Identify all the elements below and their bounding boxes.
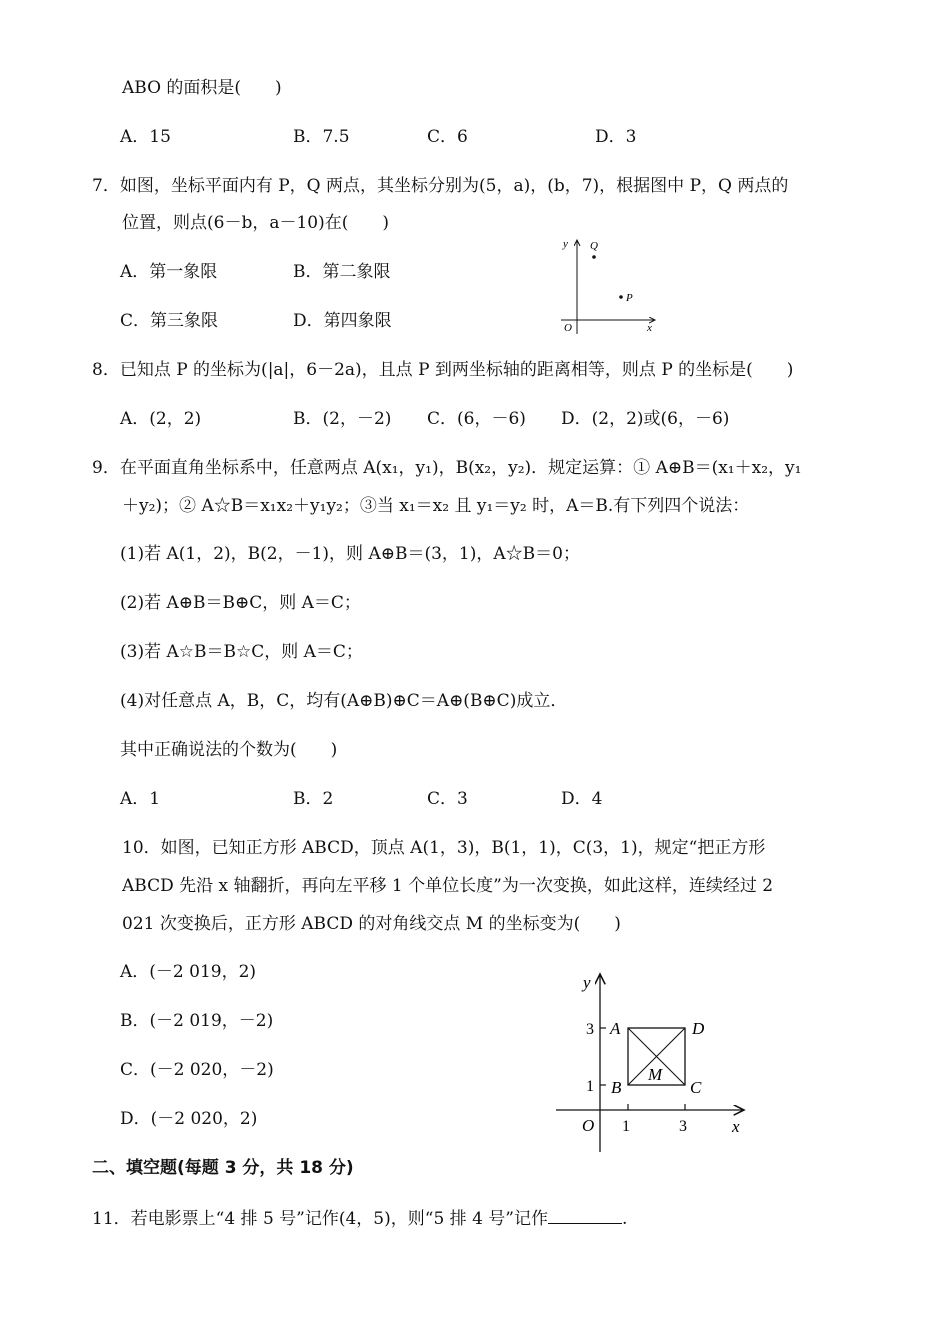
q10-line3: 021 次变换后，正方形 ABCD 的对角线交点 M 的坐标变为( )	[122, 914, 621, 934]
q7-y-label: y	[563, 238, 568, 250]
q10-label-d: D	[692, 1019, 705, 1038]
q10-label-m: M	[648, 1065, 663, 1084]
q7-option-c: C．第三象限	[120, 311, 219, 331]
q9-ask: 其中正确说法的个数为( )	[120, 740, 338, 760]
q10-label-c: C	[690, 1078, 702, 1097]
q10-figure	[552, 966, 752, 1158]
q9-option-a: A．1	[120, 789, 161, 809]
q10-line2: ABCD 先沿 x 轴翻折，再向左平移 1 个单位长度”为一次变换，如此这样，连续经过 2	[122, 876, 774, 896]
q10-option-a: A．(－2 019，2)	[120, 962, 257, 982]
q6-option-a: A．15	[120, 127, 171, 147]
q11-line	[92, 1205, 627, 1231]
q10-label-b: B	[611, 1078, 622, 1097]
q9-option-c: C．3	[427, 789, 468, 809]
q7-origin-label: O	[564, 322, 572, 334]
q8-line1: 8．已知点 P 的坐标为(|a|，6－2a)，且点 P 到两坐标轴的距离相等，则点 P 的坐标是( )	[92, 360, 794, 380]
q11-text: 11．若电影票上“4 排 5 号”记作(4，5)，则“5 排 4 号”记作	[92, 1209, 548, 1229]
q10-origin-label: O	[582, 1116, 595, 1135]
q7-x-label: x	[647, 322, 652, 334]
q9-statement-4: (4)对任意点 A，B，C，均有(A⊕B)⊕C＝A⊕(B⊕C)成立．	[120, 691, 568, 711]
q10-y-label: y	[583, 973, 591, 992]
q7-option-a: A．第一象限	[120, 262, 218, 282]
q10-line1: 10．如图，已知正方形 ABCD，顶点 A(1，3)，B(1，1)，C(3，1)，规定“把正方形	[122, 838, 766, 858]
q6-option-d: D．3	[595, 127, 637, 147]
q8-option-a: A．(2，2)	[120, 409, 202, 429]
q10-option-d: D．(－2 020，2)	[120, 1109, 258, 1129]
q8-option-d: D．(2，2)或(6，－6)	[561, 409, 730, 429]
q10-option-c: C．(－2 020，－2)	[120, 1060, 274, 1080]
q10-label-a: A	[610, 1019, 621, 1038]
section2-title: 二、填空题(每题 3 分，共 18 分)	[92, 1158, 354, 1178]
q10-x-tick-label-1: 1	[622, 1118, 630, 1135]
q7-p-label: P	[626, 292, 633, 304]
q6-option-b: B．7.5	[293, 127, 350, 147]
q7-q-label: Q	[590, 240, 598, 252]
q9-statement-3: (3)若 A☆B＝B☆C，则 A＝C；	[120, 642, 363, 662]
q11-answer-blank	[548, 1205, 622, 1224]
q9-option-b: B．2	[293, 789, 334, 809]
q6-option-c: C．6	[427, 127, 468, 147]
q7-figure	[555, 234, 665, 338]
q9-option-d: D．4	[561, 789, 603, 809]
q7-option-d: D．第四象限	[293, 311, 392, 331]
q9-statement-1: (1)若 A(1，2)，B(2，－1)，则 A⊕B＝(3，1)，A☆B＝0；	[120, 544, 580, 564]
q7-point-p	[619, 295, 623, 299]
q10-y-tick-label-1: 1	[586, 1078, 594, 1095]
q9-statement-2: (2)若 A⊕B＝B⊕C，则 A＝C；	[120, 593, 361, 613]
q7-line2: 位置，则点(6－b，a－10)在( )	[122, 213, 389, 233]
q7-option-b: B．第二象限	[293, 262, 391, 282]
q10-x-label: x	[732, 1117, 740, 1136]
q9-line1: 9．在平面直角坐标系中，任意两点 A(x₁，y₁)，B(x₂，y₂)．规定运算：① A⊕B＝(x₁＋x₂，y₁	[92, 458, 802, 478]
q6-tail: ABO 的面积是( )	[122, 78, 282, 98]
q8-option-c: C．(6，－6)	[427, 409, 526, 429]
q7-point-q	[592, 255, 596, 259]
q8-option-b: B．(2，－2)	[293, 409, 392, 429]
q7-line1: 7．如图，坐标平面内有 P，Q 两点，其坐标分别为(5，a)，(b，7)，根据图中 P，Q 两点的	[92, 176, 789, 196]
q10-option-b: B．(－2 019，－2)	[120, 1011, 274, 1031]
q10-y-tick-label-3: 3	[586, 1021, 594, 1038]
q10-x-tick-label-3: 3	[679, 1118, 687, 1135]
q11-end: .	[621, 1209, 628, 1229]
q9-line2: ＋y₂)；② A☆B＝x₁x₂＋y₁y₂；③当 x₁＝x₂ 且 y₁＝y₂ 时，A＝B.有下列四个说法：	[122, 496, 750, 516]
